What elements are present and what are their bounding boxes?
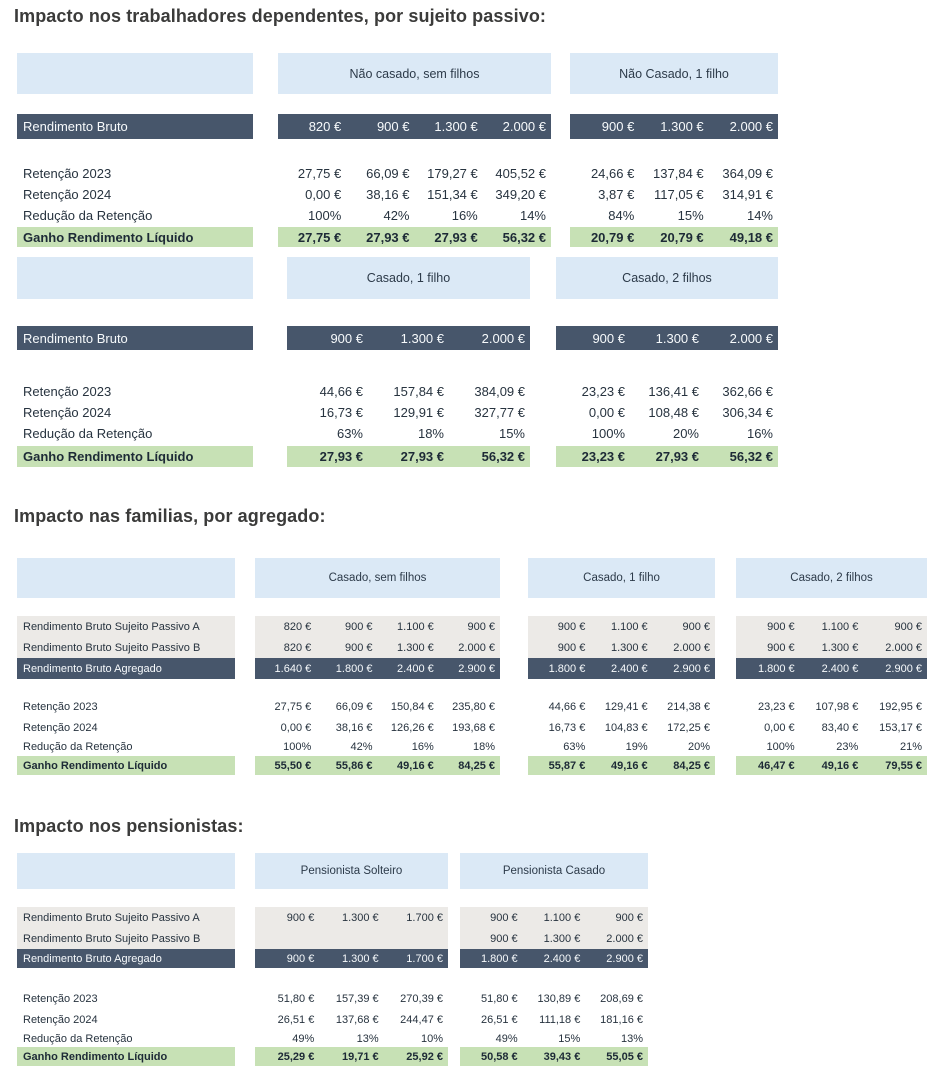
value-cell: 126,26 € <box>390 721 434 734</box>
workers-table1-ret2023-row <box>278 163 551 184</box>
workers-table2-ret2024-row <box>570 184 778 205</box>
value-cell: 25,92 € <box>406 1050 443 1063</box>
value-cell: 84,25 € <box>458 759 495 772</box>
value-cell: 900 € <box>767 641 795 654</box>
value-cell: 900 € <box>767 620 795 633</box>
value-cell: 1.300 € <box>610 641 648 654</box>
families-table3-ret2024-row <box>736 717 927 738</box>
workers-band2-reducao-label: Redução da Retenção <box>23 426 153 441</box>
value-cell: 83,40 € <box>821 721 859 734</box>
value-cell: 900 € <box>601 119 635 134</box>
table-header-label: Casado, 2 filhos <box>622 271 712 285</box>
value-cell: 900 € <box>286 911 315 924</box>
value-cell: 900 € <box>344 641 373 654</box>
value-cell: 900 € <box>615 911 643 924</box>
value-cell: 44,66 € <box>548 700 586 713</box>
value-cell: 14% <box>746 208 773 223</box>
workers-table2-ret2023-row <box>570 163 778 184</box>
pensioners-reducao-label: Redução da Retenção <box>23 1032 133 1045</box>
value-cell: 900 € <box>490 932 518 945</box>
families-ret2024-label: Retenção 2024 <box>23 721 98 734</box>
workers-band2-spacer-header <box>17 257 253 299</box>
pensioners-table1-ret2023-row <box>255 988 448 1009</box>
families-table3-reducao-row <box>736 738 927 756</box>
value-cell: 151,34 € <box>427 187 478 202</box>
families-table1-agregado-row <box>255 658 500 679</box>
families-table1-ganho-row <box>255 756 500 775</box>
pensioners-passivo-a-label: Rendimento Bruto Sujeito Passivo A <box>17 907 235 928</box>
value-cell: 16% <box>746 426 773 441</box>
value-cell: 1.300 € <box>821 641 859 654</box>
table-header-label: Casado, sem filhos <box>328 572 427 584</box>
value-cell: 107,98 € <box>815 700 859 713</box>
families-table3-agregado-row <box>736 658 927 679</box>
value-cell: 108,48 € <box>648 405 699 420</box>
pensioners-ret2023-label: Retenção 2023 <box>23 992 98 1005</box>
workers-table4-ret2023-row <box>556 381 778 402</box>
table-header-label: Não casado, sem filhos <box>349 66 480 81</box>
families-table1-passivo-a-row <box>255 616 500 637</box>
workers-table1-ganho-row <box>278 227 551 247</box>
value-cell: 19% <box>625 741 648 753</box>
value-cell: 15% <box>498 426 525 441</box>
value-cell: 1.300 € <box>400 330 444 346</box>
pensioners-table2-passivo-a-row <box>460 907 648 928</box>
workers-table4-ret2024-row <box>556 402 778 423</box>
value-cell: 2.400 € <box>610 662 648 675</box>
value-cell: 157,39 € <box>335 992 379 1005</box>
table-header-label: Casado, 1 filho <box>583 572 660 584</box>
value-cell: 55,86 € <box>335 759 373 772</box>
value-cell: 56,32 € <box>729 449 773 464</box>
value-cell: 0,00 € <box>305 187 342 202</box>
value-cell: 16% <box>411 741 434 753</box>
value-cell: 1.300 € <box>655 330 699 346</box>
value-cell: 27,75 € <box>274 700 312 713</box>
value-cell: 66,09 € <box>335 700 373 713</box>
value-cell: 100% <box>766 741 795 753</box>
value-cell: 111,18 € <box>539 1013 581 1026</box>
workers-table3-ganho-row <box>287 446 530 467</box>
value-cell: 0,00 € <box>764 721 795 734</box>
value-cell: 15% <box>558 1032 581 1045</box>
value-cell: 1.640 € <box>274 662 312 675</box>
value-cell: 19,71 € <box>341 1050 379 1063</box>
value-cell: 39,43 € <box>543 1050 581 1063</box>
pensioners-table2-reducao-row <box>460 1030 648 1047</box>
value-cell: 49,16 € <box>397 759 434 772</box>
value-cell: 49,16 € <box>821 759 859 772</box>
value-cell: 153,17 € <box>879 721 922 734</box>
value-cell: 20,79 € <box>590 229 635 245</box>
pensioners-ganho-label: Ganho Rendimento Líquido <box>17 1047 235 1066</box>
value-cell: 38,16 € <box>335 721 373 734</box>
value-cell: 38,16 € <box>366 187 410 202</box>
value-cell: 2.900 € <box>885 662 922 675</box>
workers-table4-ganho-row <box>556 446 778 467</box>
families-table2-passivo-b-row <box>528 637 715 658</box>
families-table2-ret2024-row <box>528 717 715 738</box>
value-cell: 1.800 € <box>335 662 373 675</box>
pensioners-agregado-label: Rendimento Bruto Agregado <box>17 949 235 968</box>
value-cell: 1.300 € <box>660 119 704 134</box>
families-passivo-a-label: Rendimento Bruto Sujeito Passivo A <box>17 616 235 637</box>
families-table1-ret2023-row <box>255 696 500 717</box>
value-cell: 900 € <box>894 620 922 633</box>
value-cell: 244,47 € <box>400 1013 443 1026</box>
value-cell: 820 € <box>283 620 312 633</box>
workers-band2-ret2024-label: Retenção 2024 <box>23 405 112 420</box>
value-cell: 1.100 € <box>543 911 581 924</box>
value-cell: 27,93 € <box>400 449 444 464</box>
value-cell: 27,75 € <box>297 166 342 181</box>
workers-table3-income-row <box>287 326 530 350</box>
workers-band2-rendimento-bruto-label: Rendimento Bruto <box>17 326 253 350</box>
value-cell: 26,51 € <box>277 1013 315 1026</box>
workers-table4-income-row <box>556 326 778 350</box>
value-cell: 192,95 € <box>879 700 922 713</box>
value-cell: 51,80 € <box>277 992 315 1005</box>
value-cell: 150,84 € <box>390 700 434 713</box>
value-cell: 900 € <box>467 620 495 633</box>
value-cell: 100% <box>283 741 312 753</box>
pensioners-table1-ret2024-row <box>255 1009 448 1030</box>
value-cell: 2.000 € <box>502 119 546 134</box>
value-cell: 46,47 € <box>757 759 795 772</box>
table-header-label: Pensionista Solteiro <box>300 865 403 877</box>
value-cell: 179,27 € <box>427 166 478 181</box>
families-table3-ret2023-row <box>736 696 927 717</box>
families-table2-ret2023-row <box>528 696 715 717</box>
value-cell: 0,00 € <box>280 721 312 734</box>
families-ganho-label: Ganho Rendimento Líquido <box>17 756 235 775</box>
value-cell: 84% <box>608 208 635 223</box>
value-cell: 306,34 € <box>722 405 773 420</box>
value-cell: 362,66 € <box>722 384 773 399</box>
value-cell: 314,91 € <box>722 187 773 202</box>
pensioners-ret2024-label: Retenção 2024 <box>23 1013 98 1026</box>
pensioners-table1-header <box>255 853 448 889</box>
value-cell: 193,68 € <box>452 721 495 734</box>
value-cell: 1.300 € <box>434 119 478 134</box>
pensioners-passivo-b-label: Rendimento Bruto Sujeito Passivo B <box>17 928 235 949</box>
value-cell: 13% <box>620 1032 643 1045</box>
table-header-label: Não Casado, 1 filho <box>619 66 729 81</box>
pensioners-table1-ganho-row <box>255 1047 448 1066</box>
value-cell: 25,29 € <box>277 1050 315 1063</box>
families-table1-ret2024-row <box>255 717 500 738</box>
value-cell: 235,80 € <box>452 700 495 713</box>
value-cell: 136,41 € <box>648 384 699 399</box>
value-cell: 16,73 € <box>548 721 586 734</box>
value-cell: 900 € <box>330 330 363 346</box>
pensioners-spacer-header <box>17 853 235 889</box>
value-cell: 157,84 € <box>393 384 444 399</box>
value-cell: 2.900 € <box>673 662 710 675</box>
value-cell: 50,58 € <box>480 1050 518 1063</box>
families-table2-agregado-row <box>528 658 715 679</box>
workers-table3-ret2024-row <box>287 402 530 423</box>
value-cell: 27,93 € <box>319 449 363 464</box>
value-cell: 349,20 € <box>495 187 546 202</box>
value-cell: 42% <box>383 208 410 223</box>
value-cell: 3,87 € <box>598 187 635 202</box>
value-cell: 14% <box>519 208 546 223</box>
value-cell: 137,84 € <box>653 166 704 181</box>
value-cell: 55,05 € <box>606 1050 643 1063</box>
value-cell: 820 € <box>308 119 342 134</box>
families-agregado-label: Rendimento Bruto Agregado <box>17 658 235 679</box>
pensioners-section-title: Impacto nos pensionistas: <box>14 816 244 836</box>
families-table3-passivo-a-row <box>736 616 927 637</box>
families-table2-header <box>528 558 715 598</box>
workers-table3-header <box>287 257 530 299</box>
value-cell: 63% <box>336 426 363 441</box>
value-cell: 56,32 € <box>502 229 546 245</box>
value-cell: 56,32 € <box>481 449 525 464</box>
table-header-label: Casado, 2 filhos <box>790 572 873 584</box>
value-cell: 100% <box>308 208 342 223</box>
value-cell: 1.300 € <box>397 641 434 654</box>
families-table3-header <box>736 558 927 598</box>
value-cell: 23,23 € <box>757 700 795 713</box>
value-cell: 49% <box>292 1032 315 1045</box>
value-cell: 384,09 € <box>474 384 525 399</box>
value-cell: 2.000 € <box>458 641 495 654</box>
value-cell: 2.000 € <box>729 330 773 346</box>
value-cell: 181,16 € <box>600 1013 643 1026</box>
families-ret2023-label: Retenção 2023 <box>23 700 98 713</box>
value-cell: 20% <box>672 426 699 441</box>
value-cell: 2.000 € <box>673 641 710 654</box>
families-spacer-header <box>17 558 235 598</box>
value-cell: 10% <box>420 1032 443 1045</box>
pensioners-table2-ret2024-row <box>460 1009 648 1030</box>
value-cell: 1.300 € <box>543 932 581 945</box>
families-table2-ganho-row <box>528 756 715 775</box>
value-cell: 214,38 € <box>667 700 710 713</box>
value-cell: 900 € <box>490 911 518 924</box>
value-cell: 129,41 € <box>604 700 648 713</box>
value-cell: 1.700 € <box>406 911 443 924</box>
workers-band2-ret2023-label: Retenção 2023 <box>23 384 112 399</box>
families-table2-passivo-a-row <box>528 616 715 637</box>
value-cell: 63% <box>563 741 586 753</box>
value-cell: 2.400 € <box>821 662 859 675</box>
value-cell: 79,55 € <box>885 759 922 772</box>
value-cell: 49,18 € <box>729 229 773 245</box>
pensioners-table1-passivo-a-row <box>255 907 448 928</box>
value-cell: 24,66 € <box>590 166 635 181</box>
value-cell: 900 € <box>344 620 373 633</box>
workers-band1-ganho-label: Ganho Rendimento Líquido <box>17 227 253 247</box>
pensioners-table1-reducao-row <box>255 1030 448 1047</box>
families-reducao-label: Redução da Retenção <box>23 741 133 753</box>
value-cell: 129,91 € <box>393 405 444 420</box>
pensioners-table2-passivo-b-row <box>460 928 648 949</box>
workers-band1-spacer-header <box>17 53 253 94</box>
value-cell: 16,73 € <box>319 405 363 420</box>
value-cell: 900 € <box>682 620 710 633</box>
value-cell: 137,68 € <box>335 1013 379 1026</box>
families-table1-header <box>255 558 500 598</box>
value-cell: 1.700 € <box>406 952 443 965</box>
value-cell: 1.800 € <box>480 952 518 965</box>
value-cell: 2.000 € <box>606 932 643 945</box>
value-cell: 900 € <box>557 620 586 633</box>
table-header-label: Pensionista Casado <box>502 865 606 877</box>
families-passivo-b-label: Rendimento Bruto Sujeito Passivo B <box>17 637 235 658</box>
value-cell: 23,23 € <box>581 449 625 464</box>
pensioners-table1-passivo-b-row <box>255 928 448 949</box>
value-cell: 327,77 € <box>474 405 525 420</box>
value-cell: 27,93 € <box>366 229 410 245</box>
value-cell: 1.300 € <box>341 952 379 965</box>
value-cell: 15% <box>677 208 704 223</box>
workers-table2-ganho-row <box>570 227 778 247</box>
value-cell: 2.900 € <box>458 662 495 675</box>
value-cell: 100% <box>591 426 625 441</box>
value-cell: 364,09 € <box>722 166 773 181</box>
value-cell: 51,80 € <box>480 992 518 1005</box>
value-cell: 172,25 € <box>667 721 710 734</box>
workers-band1-reducao-label: Redução da Retenção <box>23 208 153 223</box>
pensioners-table2-ret2023-row <box>460 988 648 1009</box>
value-cell: 820 € <box>283 641 312 654</box>
workers-table4-header <box>556 257 778 299</box>
value-cell: 1.100 € <box>397 620 434 633</box>
value-cell: 1.800 € <box>757 662 795 675</box>
value-cell: 1.100 € <box>821 620 859 633</box>
value-cell: 2.900 € <box>606 952 643 965</box>
value-cell: 2.000 € <box>481 330 525 346</box>
value-cell: 900 € <box>286 952 315 965</box>
value-cell: 900 € <box>376 119 410 134</box>
families-table1-passivo-b-row <box>255 637 500 658</box>
value-cell: 104,83 € <box>604 721 648 734</box>
value-cell: 42% <box>350 741 373 753</box>
value-cell: 27,93 € <box>434 229 478 245</box>
table-header-label: Casado, 1 filho <box>366 271 451 285</box>
value-cell: 13% <box>356 1032 379 1045</box>
value-cell: 208,69 € <box>600 992 643 1005</box>
value-cell: 66,09 € <box>366 166 410 181</box>
workers-band1-rendimento-bruto-label: Rendimento Bruto <box>17 114 253 139</box>
value-cell: 2.000 € <box>729 119 773 134</box>
workers-table1-ret2024-row <box>278 184 551 205</box>
value-cell: 20% <box>687 741 710 753</box>
families-table1-reducao-row <box>255 738 500 756</box>
value-cell: 49,16 € <box>610 759 648 772</box>
value-cell: 55,50 € <box>274 759 312 772</box>
value-cell: 900 € <box>557 641 586 654</box>
value-cell: 1.800 € <box>548 662 586 675</box>
workers-table1-header <box>278 53 551 94</box>
value-cell: 1.300 € <box>341 911 379 924</box>
workers-section-title: Impacto nos trabalhadores dependentes, por sujeito passivo: <box>14 6 547 26</box>
families-table3-passivo-b-row <box>736 637 927 658</box>
workers-band1-ret2024-label: Retenção 2024 <box>23 187 112 202</box>
value-cell: 2.400 € <box>543 952 581 965</box>
workers-band1-ret2023-label: Retenção 2023 <box>23 166 112 181</box>
value-cell: 900 € <box>592 330 625 346</box>
value-cell: 20,79 € <box>660 229 704 245</box>
workers-table3-reducao-row <box>287 423 530 444</box>
workers-table1-income-row <box>278 114 551 139</box>
value-cell: 23% <box>836 741 859 753</box>
workers-table3-ret2023-row <box>287 381 530 402</box>
value-cell: 27,75 € <box>297 229 342 245</box>
value-cell: 270,39 € <box>400 992 443 1005</box>
value-cell: 84,25 € <box>673 759 710 772</box>
workers-table1-reducao-row <box>278 205 551 226</box>
value-cell: 27,93 € <box>655 449 699 464</box>
value-cell: 130,89 € <box>537 992 581 1005</box>
pensioners-table1-agregado-row <box>255 949 448 968</box>
families-section-title: Impacto nas familias, por agregado: <box>14 506 326 526</box>
value-cell: 21% <box>899 741 922 753</box>
workers-table2-header <box>570 53 778 94</box>
value-cell: 2.400 € <box>397 662 434 675</box>
value-cell: 49% <box>495 1032 518 1045</box>
value-cell: 23,23 € <box>581 384 625 399</box>
families-table2-reducao-row <box>528 738 715 756</box>
workers-table4-reducao-row <box>556 423 778 444</box>
value-cell: 2.000 € <box>885 641 922 654</box>
value-cell: 55,87 € <box>548 759 586 772</box>
value-cell: 18% <box>417 426 444 441</box>
value-cell: 16% <box>451 208 478 223</box>
value-cell: 405,52 € <box>495 166 546 181</box>
pensioners-table2-header <box>460 853 648 889</box>
value-cell: 0,00 € <box>588 405 625 420</box>
pensioners-table2-agregado-row <box>460 949 648 968</box>
value-cell: 1.100 € <box>610 620 648 633</box>
value-cell: 26,51 € <box>480 1013 518 1026</box>
families-table3-ganho-row <box>736 756 927 775</box>
workers-table2-reducao-row <box>570 205 778 226</box>
value-cell: 44,66 € <box>319 384 363 399</box>
workers-band2-ganho-label: Ganho Rendimento Líquido <box>17 446 253 467</box>
value-cell: 117,05 € <box>654 187 704 202</box>
pensioners-table2-ganho-row <box>460 1047 648 1066</box>
workers-table2-income-row <box>570 114 778 139</box>
value-cell: 18% <box>472 741 495 753</box>
